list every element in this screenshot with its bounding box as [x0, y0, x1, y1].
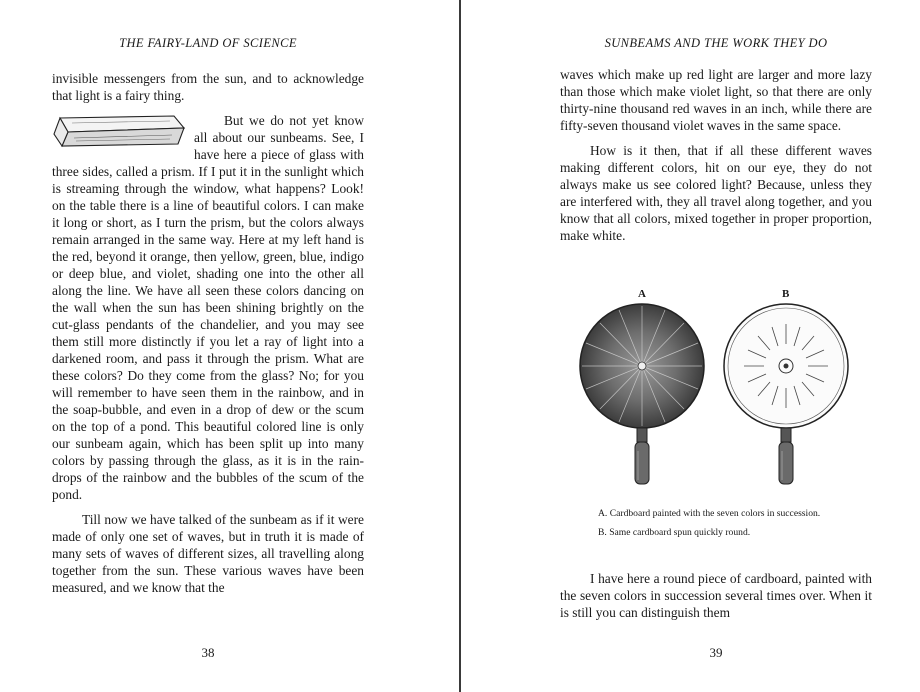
left-page: [52, 0, 364, 692]
right-body-text-top: [560, 66, 872, 244]
left-paragraph-1: invisible messengers from the sun, and to acknowledge that light is a fairy thing.: [52, 71, 364, 103]
left-body-text: [52, 70, 364, 596]
right-page-number: 39: [709, 645, 723, 660]
figure-caption-a: A. Cardboard painted with the seven colors in succession.: [598, 508, 821, 519]
right-running-head: SUNBEAMS AND THE WORK THEY DO: [604, 36, 828, 50]
disc-label-a: A: [638, 288, 646, 300]
right-page: [560, 0, 872, 692]
right-paragraph-2: How is it then, that if all these different waves making different colors, hit on our eye, they do not always make us see colored light? Because, unless they are interfered with, they all travel along together, and you know that all colors, mixed together in proper proportion, make white.: [560, 143, 872, 243]
left-paragraph-2: [52, 112, 364, 503]
color-disc-figure: [574, 286, 864, 501]
disc-b: [724, 304, 848, 484]
right-paragraph-1: waves which make up red light are larger and more lazy than those which make violet light, so that there are only thirty-nine thousand red waves in an inch, while there are fifty-seven thousand violet waves in the same space.: [560, 67, 872, 133]
right-body-text-bottom: [560, 570, 872, 621]
page-gutter-divider: [459, 0, 461, 692]
disc-a: [580, 304, 704, 484]
prism-icon: [52, 114, 190, 148]
disc-label-b: B: [782, 288, 790, 300]
left-running-head: THE FAIRY-LAND OF SCIENCE: [119, 36, 297, 50]
color-disc-illustration: [574, 286, 864, 491]
right-paragraph-3: I have here a round piece of cardboard, painted with the seven colors in succession several times over. When it is still you can distinguish them: [560, 571, 872, 620]
left-page-number: 38: [201, 645, 215, 660]
figure-caption-b: B. Same cardboard spun quickly round.: [598, 527, 751, 538]
left-paragraph-2-text: But we do not yet know all about our sunbeams. See, I have here a piece of glass with three sides, called a prism. If I put it in the sunlight which is streaming through the window, what happens? Look! on the table there is a line of beautiful colors. I can make it long or short, as I turn the prism, but the colors always remain arranged in the same way. Here at my left hand is the red, beyond it orange, then yellow, green, blue, indigo or deep blue, and violet, shading one into the other all along the line. We have all seen these colors dancing on the wall when the sun has been shining brightly on the cut-glass pendants of the chandelier, and you may see them still more distinctly if you let a ray of light into a darkened room, and pass it through the prism. What are these colors? Do they come from the glass? No; for you will remember to have seen them in the rainbow, and in the soap-bubble, and even in a drop of dew or the scum on the top of a pond. This beautiful colored line is only our sunbeam again, which has been split up into many colors by passing through the glass, as it is in the rain-drops of the rainbow and the bubbles of the scum of the pond.: [52, 113, 364, 502]
left-paragraph-3: Till now we have talked of the sunbeam as if it were made of only one set of waves, but in truth it is made of many sets of waves of different sizes, all travelling along together from the sun. These various waves have been measured, and we know that the: [52, 512, 364, 595]
